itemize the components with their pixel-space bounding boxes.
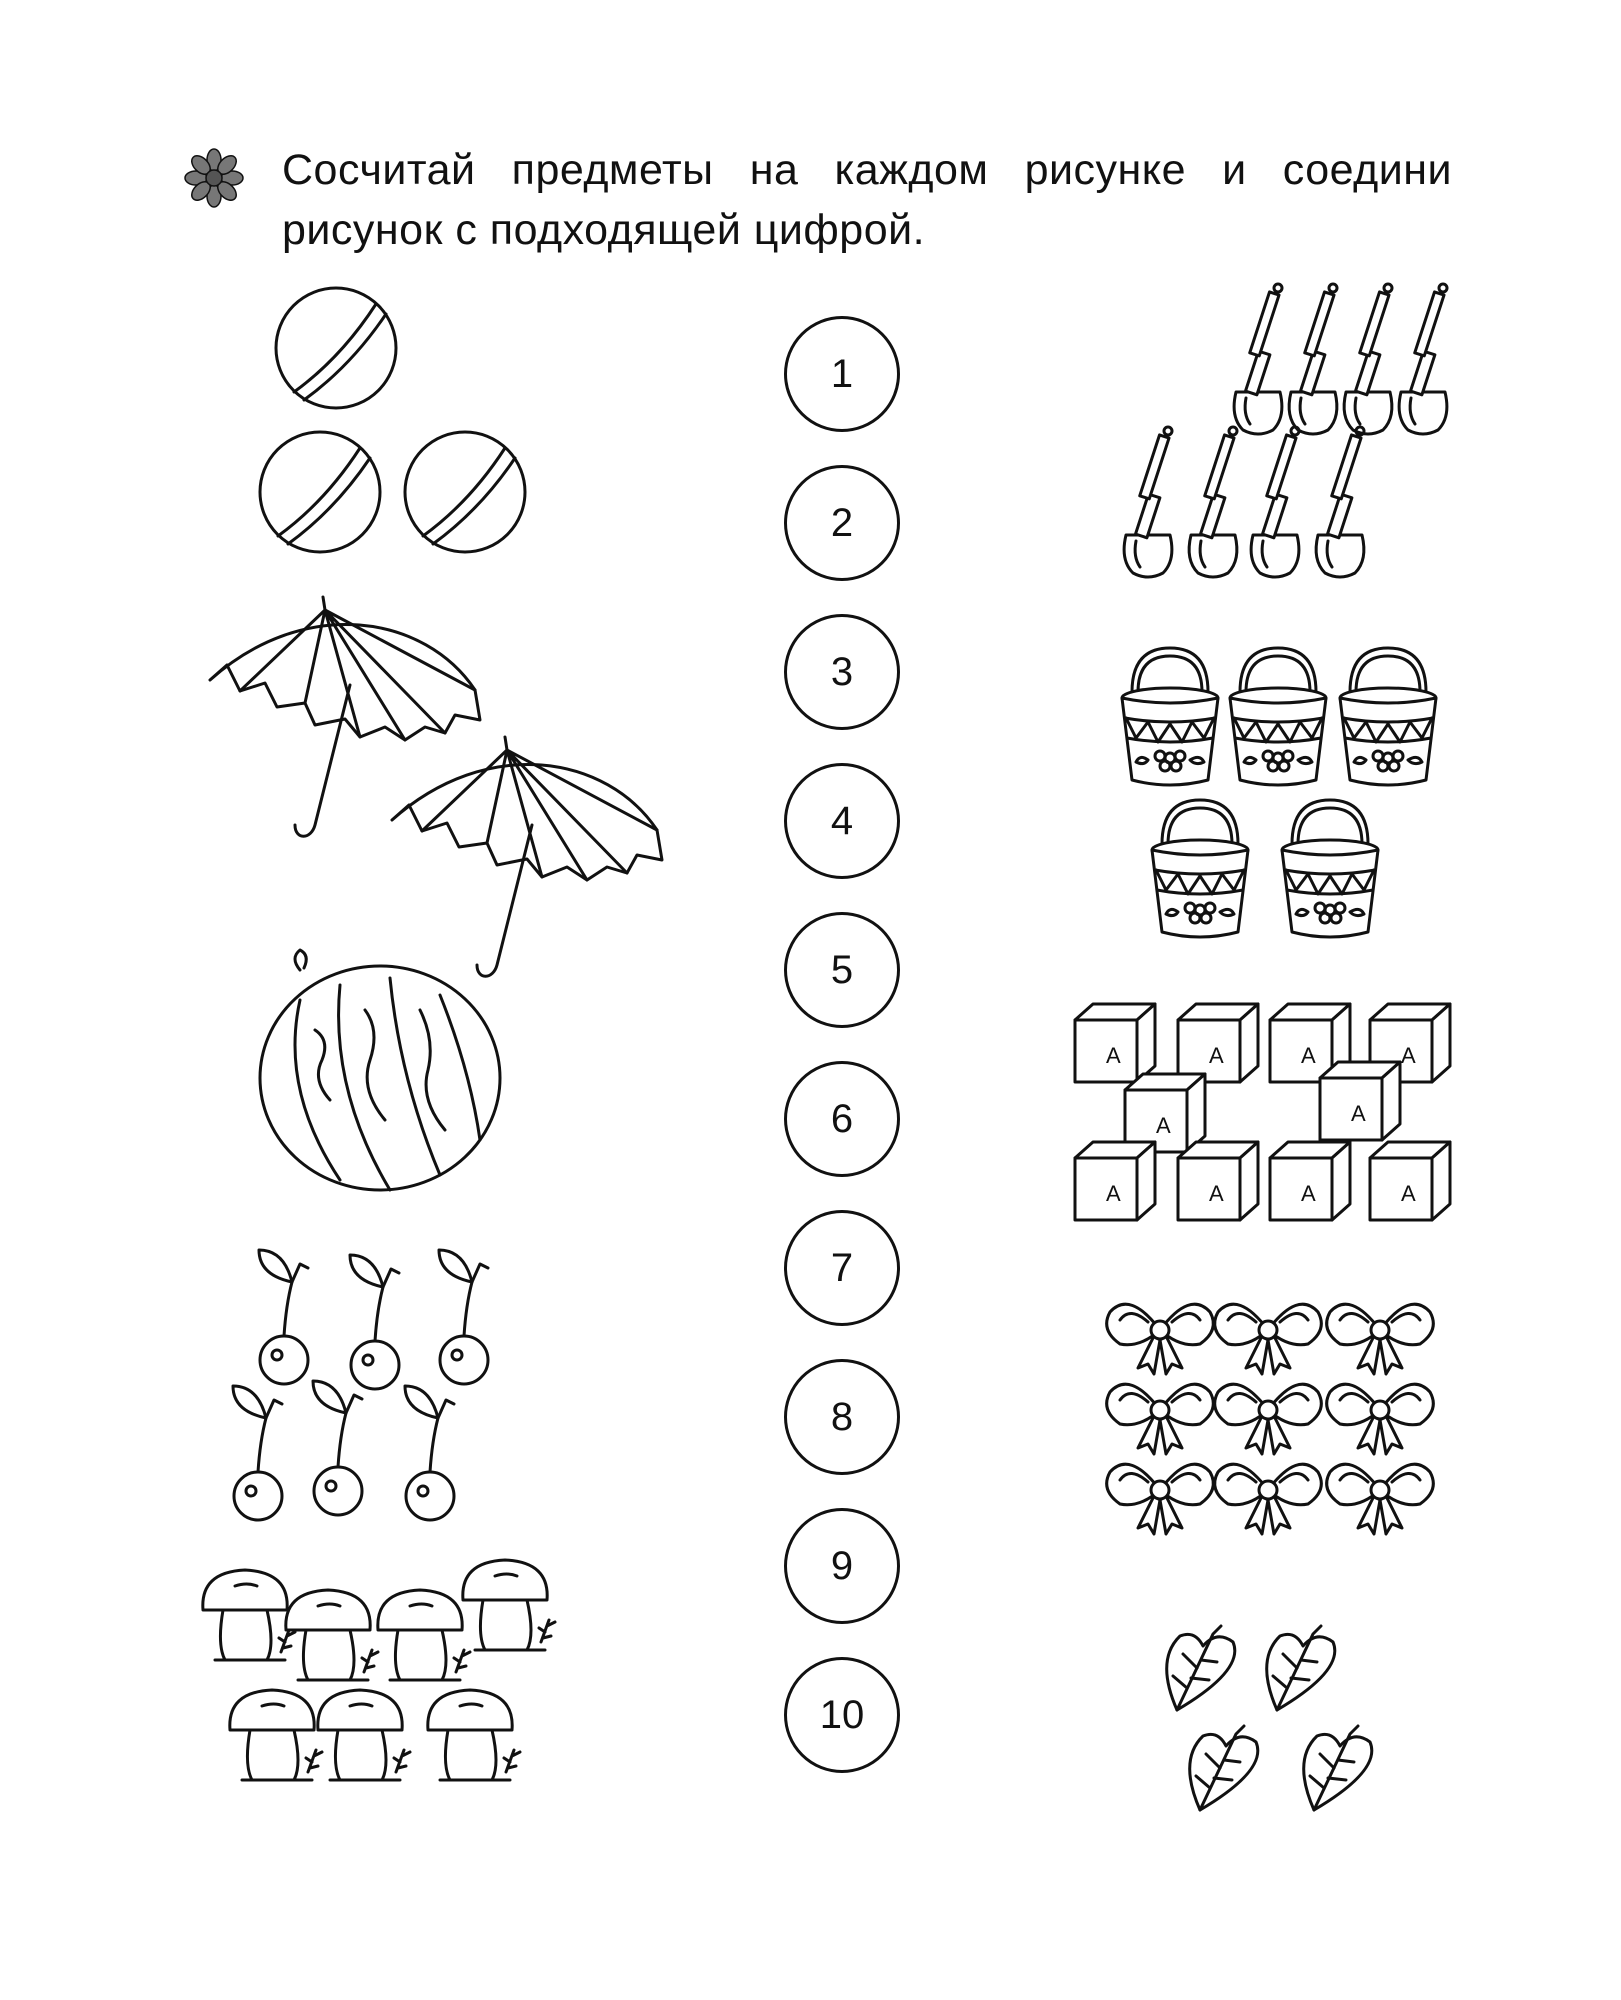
cube-letter: А <box>1106 1043 1121 1068</box>
cube-letter: А <box>1209 1043 1224 1068</box>
instruction-text: Сосчитай предметы на каждом рисунке и соедини рисунок с подходящей цифрой. <box>282 146 1452 254</box>
number-label: 7 <box>830 1245 854 1290</box>
cube-letter: А <box>1351 1101 1366 1126</box>
cubes-picture[interactable] <box>1075 1004 1450 1220</box>
number-label: 8 <box>830 1394 854 1439</box>
number-label: 9 <box>830 1543 854 1588</box>
number-label: 2 <box>830 500 854 545</box>
leaves-picture[interactable] <box>1167 1626 1372 1810</box>
bows-picture[interactable] <box>1107 1304 1434 1534</box>
shovels-picture[interactable] <box>1124 284 1447 577</box>
number-label: 6 <box>830 1096 854 1141</box>
cube-letter: А <box>1106 1181 1121 1206</box>
cube-letter: А <box>1301 1181 1316 1206</box>
cherries-picture[interactable] <box>233 1250 488 1520</box>
umbrellas-picture[interactable] <box>210 597 662 976</box>
number-label: 3 <box>830 649 854 694</box>
cube-letter: А <box>1401 1043 1416 1068</box>
number-label: 1 <box>830 351 854 396</box>
mushrooms-picture[interactable] <box>203 1560 555 1780</box>
number-label: 5 <box>830 947 854 992</box>
cube-letter: А <box>1209 1181 1224 1206</box>
watermelon-picture[interactable] <box>260 950 500 1190</box>
number-label: 4 <box>830 798 854 843</box>
cube-letter: А <box>1156 1113 1171 1138</box>
cube-letter: А <box>1401 1181 1416 1206</box>
number-label: 10 <box>819 1692 865 1737</box>
buckets-picture[interactable] <box>1122 648 1436 937</box>
balls-picture[interactable] <box>260 288 525 552</box>
cube-letter: А <box>1301 1043 1316 1068</box>
